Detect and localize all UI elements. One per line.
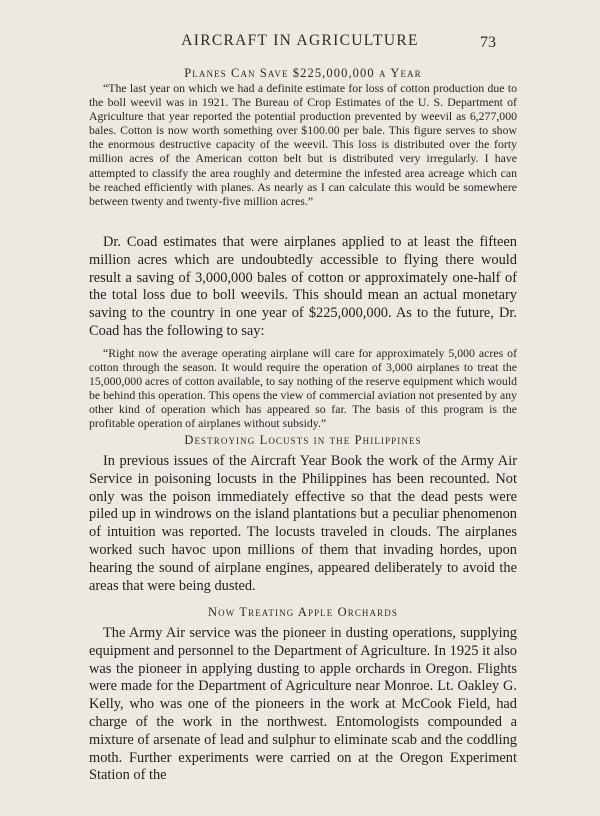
running-head xyxy=(0,30,600,52)
paragraph: In previous issues of the Aircraft Year Book the work of the Army Air Service in poisoning locusts in the Philippines has been recounted. Not only was the poison immediately effective so that the dead pests were piled up in windrows on the island plantations but a peculiar phenomenon of intuition was reported. The locusts traveled in clouds. The airplanes worked such havoc upon millions of them that invading hordes, upon hearing the sound of airplane engines, appeared deliberately to avoid the areas that were being dusted. xyxy=(89,453,517,594)
paragraph: Dr. Coad estimates that were airplanes applied to at least the fifteen million acres which are undoubtedly accessible to flying there would result a saving of 3,000,000 bales of cotton or approximately one-half of the total loss due to boll weevils. This should mean an actual monetary saving to the country in one year of $225,000,000. As to the future, Dr. Coad has the following to say: xyxy=(89,234,517,339)
running-title: AIRCRAFT IN AGRICULTURE xyxy=(181,32,419,49)
quote-paragraph: “Right now the average operating airplane will care for approximately 5,000 acres of cotton through the season. It would require the operation of 3,000 airplanes to treat the 15,000,000 acres of cotton available, to say nothing of the reserve equipment which would be behind this operation. This opens the view of commercial aviation not presented by any other kind of operation which has appeared so far. The basis of this program is the profitable operation of airplanes without subsidy.” xyxy=(89,346,517,431)
body-paragraph-locusts xyxy=(89,453,517,595)
quote-future-operations xyxy=(89,346,517,431)
section-heading-apple-orchards: Now Treating Apple Orchards xyxy=(208,605,398,619)
quote-paragraph: “The last year on which we had a definite estimate for loss of cotton production due to the boll weevil was in 1921. The Bureau of Crop Estimates of the U. S. Department of Agriculture that year reported the potential production prevented by weevil as 6,277,000 bales. Cotton is now worth something over $100.00 per bale. This figure serves to show the enormous destructive capacity of the weevil. This loss is distributed over the forty million acres of the American cotton belt but is distributed very irregularly. I have attempted to classify the area roughly and determine the infested area acreage which can be reached efficiently with planes. As nearly as I can calculate this would be somewhere between twenty and twenty-five million acres.” xyxy=(89,81,517,208)
section-heading-locusts: Destroying Locusts in the Philippines xyxy=(184,433,422,447)
section-heading-cotton: Planes Can Save $225,000,000 a Year xyxy=(184,66,422,80)
quote-boll-weevil-loss xyxy=(89,81,517,208)
body-paragraph-apple-orchards xyxy=(89,625,517,785)
paragraph: The Army Air service was the pioneer in dusting operations, supplying equipment and personnel to the Department of Agriculture. In 1925 it also was the pioneer in applying dusting to apple orchards in Oregon. Flights were made for the Department of Agriculture near Monroe. Lt. Oakley G. Kelly, who was one of the pioneers in the work at McCook Field, had charge of the work in the northwest. Entomologists compounded a mixture of arsenate of lead and sulphur to eliminate scab and the coddling moth. Further experiments were carried on at the Oregon Experiment Station of the xyxy=(89,625,517,784)
body-paragraph-coad-estimate xyxy=(89,234,517,341)
page-number: 73 xyxy=(480,34,496,51)
